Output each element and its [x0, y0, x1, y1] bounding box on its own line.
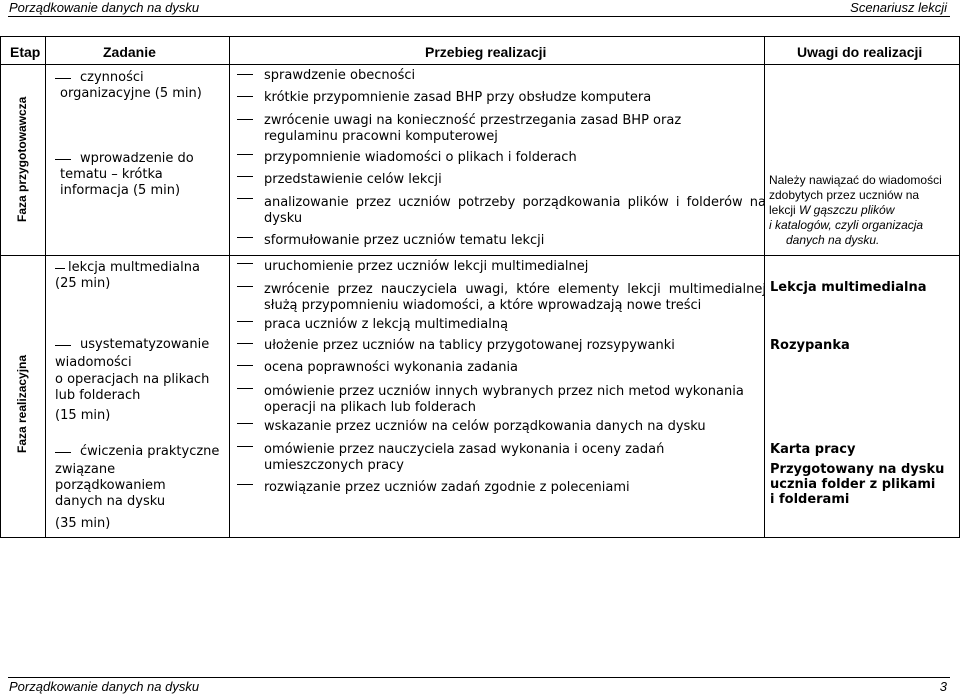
- dash-icon: [237, 388, 253, 389]
- note-line: zdobytych przez uczniów na: [769, 188, 920, 202]
- task-line: ćwiczenia praktyczne: [80, 444, 220, 459]
- col-divider-etap: [45, 36, 46, 538]
- dash-icon: [237, 176, 253, 177]
- header-row-border: [0, 64, 960, 65]
- dash-icon: [237, 119, 253, 120]
- procedure-item: krótkie przypomnienie zasad BHP przy obsłudze komputera: [264, 90, 652, 105]
- task-line: wprowadzenie do: [80, 151, 194, 166]
- task-line: usystematyzowanie: [80, 337, 210, 352]
- dash-icon: [55, 452, 71, 453]
- running-header-doctype: Scenariusz lekcji: [850, 0, 947, 15]
- task-line: (15 min): [55, 408, 111, 423]
- note-worksheet: Karta pracy: [770, 442, 856, 457]
- note-line: Należy nawiązać do wiadomości: [769, 173, 942, 187]
- task-line: wiadomości: [55, 355, 132, 370]
- dash-icon: [237, 484, 253, 485]
- dash-icon: [237, 286, 253, 287]
- dash-icon: [55, 159, 71, 160]
- task-line: informacja (5 min): [60, 183, 181, 198]
- task-line: związane: [55, 462, 116, 477]
- procedure-item: rozwiązanie przez uczniów zadań zgodnie z poleceniami: [264, 480, 630, 495]
- column-header-zadanie: Zadanie: [103, 44, 156, 60]
- dash-icon: [237, 154, 253, 155]
- dash-icon: [237, 446, 253, 447]
- dash-icon: [55, 78, 71, 79]
- task-line: organizacyjne (5 min): [60, 86, 202, 101]
- table-top-border: [0, 36, 960, 37]
- task-line: (25 min): [55, 276, 111, 291]
- task-line: lekcja multmedialna: [68, 260, 200, 275]
- note-line: i katalogów, czyli organizacja: [769, 218, 924, 232]
- column-header-przebieg: Przebieg realizacji: [425, 44, 547, 60]
- footer-title: Porządkowanie danych na dysku: [9, 679, 200, 694]
- dash-icon: [55, 268, 65, 269]
- phase-divider: [0, 255, 960, 256]
- procedure-item: sformułowanie przez uczniów tematu lekcji: [264, 233, 545, 248]
- procedure-item: przypomnienie wiadomości o plikach i folderach: [264, 150, 577, 165]
- procedure-item: analizowanie przez uczniów potrzeby porządkowania plików i folderów na dysku: [264, 195, 766, 226]
- dash-icon: [237, 423, 253, 424]
- task-line: (35 min): [55, 516, 111, 531]
- procedure-item: wskazanie przez uczniów na celów porządkowania danych na dysku: [264, 419, 706, 434]
- note-line: lekcji W gąszczu plików: [769, 203, 895, 217]
- running-header-title: Porządkowanie danych na dysku: [9, 0, 200, 15]
- table-left-border: [0, 36, 1, 538]
- note-line: uczniа folder z plikami: [770, 477, 936, 492]
- dash-icon: [237, 198, 253, 199]
- task-line: lub folderach: [55, 388, 141, 403]
- procedure-item: zwrócenie przez nauczyciela uwagi, które elementy lekcji multimedialnej służą przypomnieniu wiadomości, a które wprowadzają nowe treści: [264, 282, 766, 313]
- column-header-etap: Etap: [10, 44, 41, 60]
- dash-icon: [237, 74, 253, 75]
- procedure-item: omówienie przez nauczyciela zasad wykonania i oceny zadań umieszczonych pracy: [264, 442, 665, 473]
- note-puzzle: Rozypanka: [770, 338, 850, 353]
- dash-icon: [237, 237, 253, 238]
- dash-icon: [237, 321, 253, 322]
- procedure-item: omówienie przez uczniów innych wybranych przez nich metod wykonania operacji na plikach lub folderach: [264, 384, 744, 415]
- procedure-item: ocena poprawności wykonania zadania: [264, 360, 519, 375]
- task-line: czynności: [80, 70, 144, 85]
- note-line: danych na dysku.: [786, 233, 880, 247]
- procedure-item: ułożenie przez uczniów na tablicy przygotowanej rozsypywanki: [264, 338, 675, 353]
- header-rule: [8, 16, 950, 17]
- footer-rule: [8, 677, 950, 678]
- task-line: o operacjach na plikach: [55, 372, 210, 387]
- dash-icon: [237, 343, 253, 344]
- phase-label-realization: Faza realizacyjna: [15, 354, 29, 453]
- note-line: Przygotowany na dysku: [770, 462, 945, 477]
- procedure-item: sprawdzenie obecności: [264, 68, 416, 83]
- phase-label-preparatory: Faza przygotowawcza: [15, 96, 29, 222]
- procedure-item: uruchomienie przez uczniów lekcji multimedialnej: [264, 259, 589, 274]
- dash-icon: [237, 365, 253, 366]
- note-line: i folderami: [770, 492, 850, 507]
- task-line: danych na dysku: [55, 494, 166, 509]
- table-bottom-border: [0, 537, 960, 538]
- page-number: 3: [939, 679, 947, 694]
- note-multimedia-lesson: Lekcja multimedialna: [770, 280, 927, 295]
- column-header-uwagi: Uwagi do realizacji: [797, 44, 923, 60]
- dash-icon: [237, 96, 253, 97]
- task-line: tematu – krótka: [60, 167, 163, 182]
- procedure-item: praca uczniów z lekcją multimedialną: [264, 317, 509, 332]
- col-divider-zadanie: [229, 36, 230, 538]
- procedure-item: przedstawienie celów lekcji: [264, 172, 442, 187]
- dash-icon: [55, 345, 71, 346]
- procedure-item: zwrócenie uwagi na konieczność przestrzegania zasad BHP oraz regulaminu pracowni komputerowej: [264, 113, 682, 144]
- dash-icon: [237, 263, 253, 264]
- task-line: porządkowaniem: [55, 478, 166, 493]
